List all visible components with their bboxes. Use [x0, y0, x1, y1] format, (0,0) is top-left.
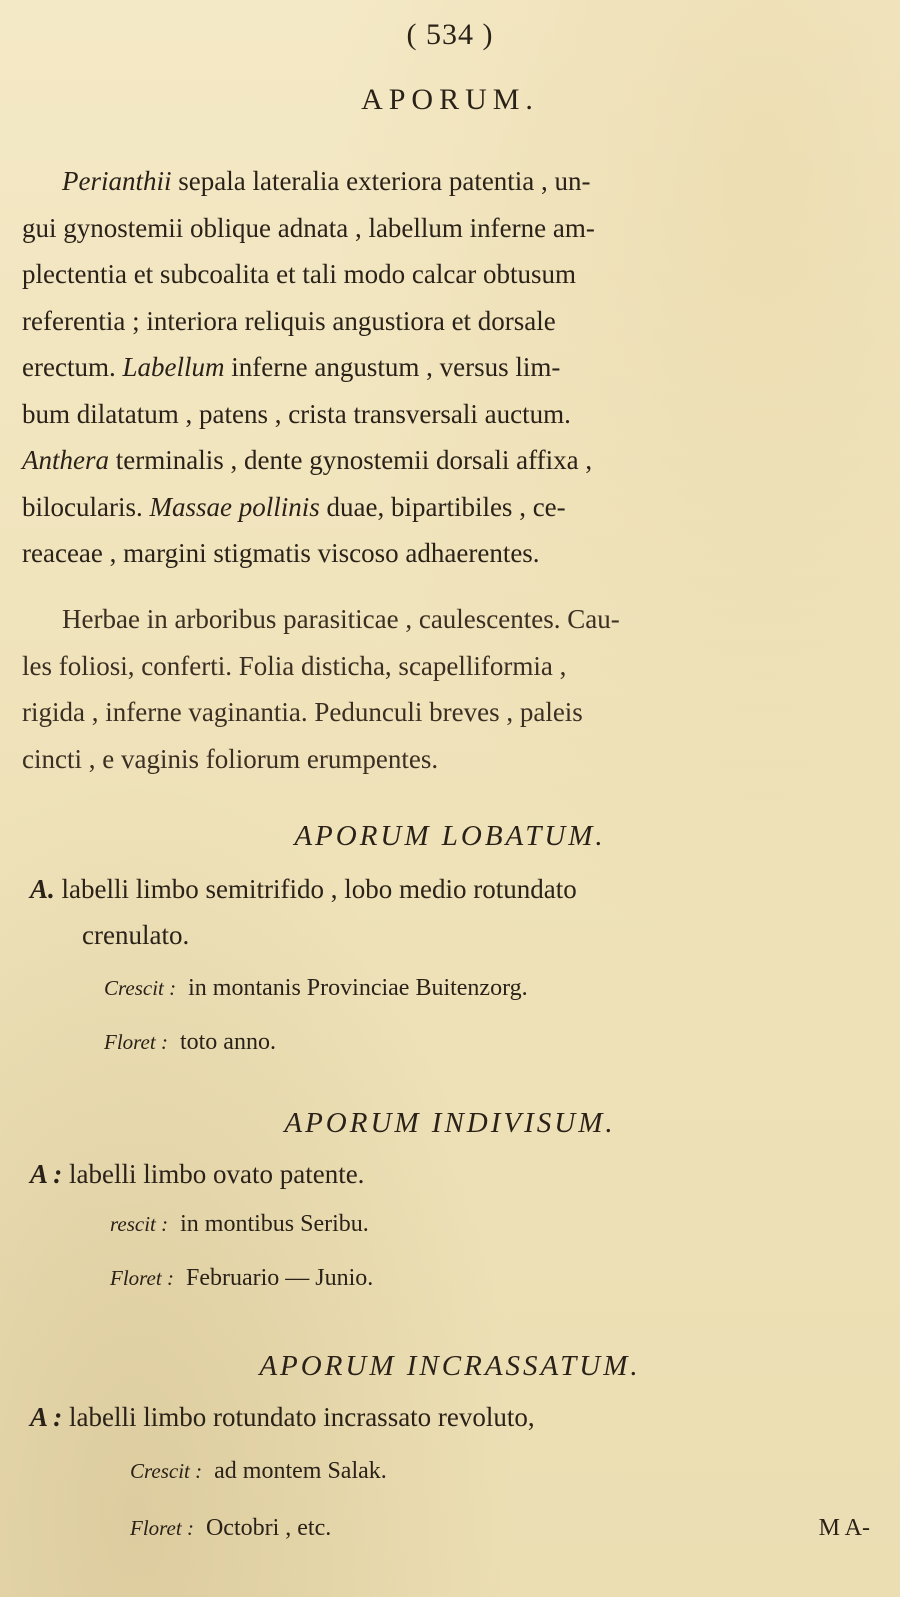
habit-line: les foliosi, conferti. Folia disticha, scapelliformia ,: [22, 650, 567, 681]
description-line: gui gynostemii oblique adnata , labellum inferne am-: [22, 212, 595, 243]
floret-line: [110, 1265, 373, 1292]
habit-line: Herbae in arboribus parasiticae , caulescentes. Cau-: [62, 604, 620, 634]
description-line: plectentia et subcoalita et tali modo calcar obtusum: [22, 259, 577, 289]
text-span: bilocularis.: [22, 491, 150, 522]
catchword: M A-: [818, 1515, 870, 1541]
term-perianthii: Perianthii: [62, 166, 172, 196]
habit-line: rigida , inferne vaginantia. Pedunculi breves , paleis: [22, 697, 583, 727]
habit-line: cincti , e vaginis foliorum erumpentes.: [22, 743, 439, 774]
text-span: inferne angustum , versus lim-: [224, 352, 561, 382]
crescit-line: [104, 975, 528, 1002]
description-line: [22, 344, 880, 391]
species-description: [30, 1394, 880, 1440]
term-labellum: Labellum: [122, 352, 225, 382]
genus-title: APORUM.: [361, 83, 539, 116]
crescit-label: rescit :: [110, 1212, 169, 1236]
text-span: sepala lateralia exteriora patentia , un-: [171, 166, 591, 196]
crescit-label: Crescit :: [130, 1459, 203, 1483]
text-span: labelli limbo semitrifido , lobo medio rotundato: [54, 874, 577, 904]
crescit-label: Crescit :: [104, 976, 177, 1000]
species-description-cont: crenulato.: [82, 920, 190, 950]
description-line: [22, 158, 880, 205]
floret-line: [104, 1029, 276, 1056]
floret-value: toto anno.: [179, 1029, 276, 1055]
genus-habit: [22, 596, 880, 782]
floret-label: Floret :: [110, 1266, 174, 1290]
crescit-value: in montanis Provinciae Buitenzorg.: [188, 975, 528, 1001]
crescit-line: [110, 1211, 369, 1238]
crescit-value: in montibus Seribu.: [180, 1211, 369, 1237]
page-number-header: ( 534 ): [406, 18, 494, 51]
species-abbrev: A :: [30, 1402, 63, 1432]
floret-value: Februario — Junio.: [185, 1265, 374, 1291]
description-line: [22, 484, 880, 531]
floret-value: Octobri , etc.: [205, 1515, 332, 1541]
species-abbrev: A :: [30, 1159, 63, 1189]
floret-line: [130, 1515, 331, 1542]
description-line: referentia ; interiora reliquis angustiora et dorsale: [22, 305, 556, 336]
floret-label: Floret :: [130, 1516, 194, 1540]
species-name: APORUM INDIVISUM.: [284, 1107, 616, 1139]
genus-description: [22, 158, 880, 577]
floret-label: Floret :: [104, 1030, 168, 1054]
description-line: [22, 437, 880, 484]
crescit-value: ad montem Salak.: [214, 1458, 387, 1484]
description-line: bum dilatatum , patens , crista transversali auctum.: [22, 398, 571, 429]
term-massae-pollinis: Massae pollinis: [149, 491, 320, 522]
crescit-line: [130, 1458, 387, 1485]
text-span: labelli limbo ovato patente.: [62, 1159, 365, 1189]
species-abbrev: A.: [30, 874, 55, 904]
description-line: reaceae , margini stigmatis viscoso adhaerentes.: [22, 538, 540, 568]
text-span: duae, bipartibiles , ce-: [319, 491, 566, 522]
species-name: APORUM LOBATUM.: [294, 820, 606, 852]
text-span: erectum.: [22, 352, 123, 382]
species-description: [30, 1151, 880, 1197]
term-anthera: Anthera: [22, 445, 109, 475]
text-span: terminalis , dente gynostemii dorsali affixa ,: [109, 445, 593, 475]
text-span: labelli limbo rotundato incrassato revoluto,: [62, 1402, 535, 1432]
species-name: APORUM INCRASSATUM.: [259, 1350, 641, 1382]
species-description: [30, 866, 880, 958]
